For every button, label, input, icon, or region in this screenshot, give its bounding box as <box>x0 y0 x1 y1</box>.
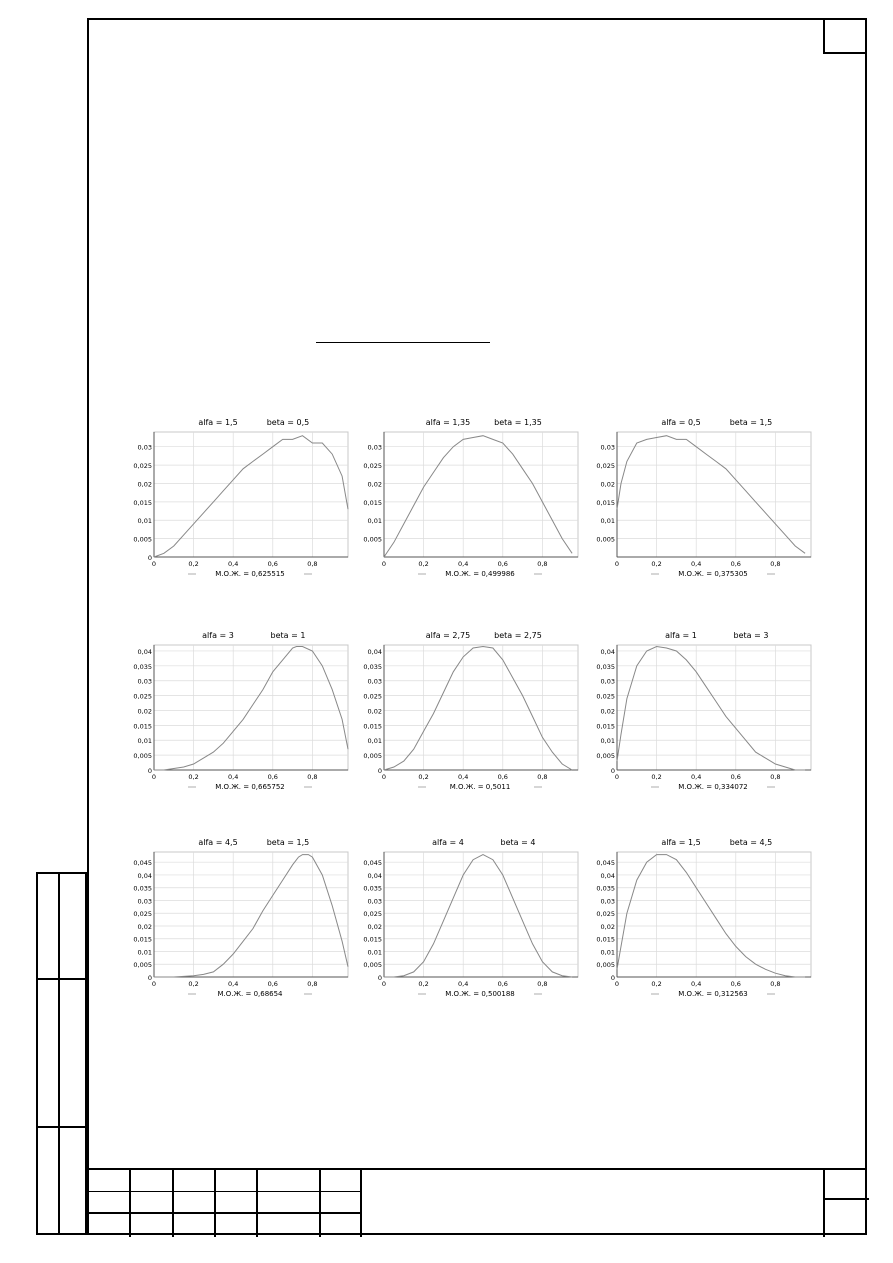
y-tick-label: 0,03 <box>137 443 152 452</box>
y-tick-label: 0,03 <box>137 677 152 686</box>
x-tick-label: 0 <box>151 773 157 781</box>
y-tick-label: 0,015 <box>363 498 382 507</box>
binding-strip-divider <box>58 872 60 1235</box>
x-tick-label: 0,2 <box>651 560 662 568</box>
x-tick-label: 0,2 <box>651 980 662 988</box>
y-tick-label: 0,03 <box>137 897 152 906</box>
binding-strip <box>36 872 87 1235</box>
chart-title-beta: beta = 1 <box>270 631 306 640</box>
y-tick-label: 0,025 <box>133 692 152 701</box>
y-tick-label: 0,025 <box>133 910 152 919</box>
y-tick-label: 0,005 <box>133 535 152 544</box>
y-tick-label: 0,025 <box>596 692 615 701</box>
x-tick-label: 0,8 <box>770 773 781 781</box>
y-tick-label: 0,01 <box>600 737 615 746</box>
legend-moz: М.О.Ж. = 0,5011 <box>449 783 511 791</box>
y-tick-label: 0,035 <box>133 884 152 893</box>
series-line <box>617 436 805 554</box>
x-tick-label: 0 <box>381 773 387 781</box>
plot-area <box>384 645 578 770</box>
x-tick-label: 0,2 <box>651 773 662 781</box>
plot-area <box>154 432 348 557</box>
x-tick-label: 0,8 <box>770 560 781 568</box>
y-tick-label: 0,015 <box>363 935 382 944</box>
y-tick-label: 0 <box>377 767 382 775</box>
y-tick-label: 0,035 <box>133 662 152 671</box>
x-tick-label: 0 <box>381 980 387 988</box>
x-tick-label: 0,8 <box>537 560 548 568</box>
x-tick-label: 0,4 <box>228 560 239 568</box>
y-tick-label: 0,005 <box>363 535 382 544</box>
x-tick-label: 0,4 <box>228 980 239 988</box>
legend-moz: М.О.Ж. = 0,375305 <box>678 570 748 578</box>
y-tick-label: 0,015 <box>133 722 152 731</box>
x-tick-label: 0 <box>151 980 157 988</box>
chart-6 <box>583 625 813 795</box>
y-tick-label: 0 <box>610 767 615 775</box>
series-line <box>617 647 805 771</box>
y-tick-label: 0,04 <box>137 647 152 656</box>
x-tick-label: 0 <box>151 560 157 568</box>
x-tick-label: 0 <box>381 560 387 568</box>
y-tick-label: 0,03 <box>367 677 382 686</box>
y-tick-label: 0,03 <box>367 443 382 452</box>
plot-area <box>384 432 578 557</box>
x-tick-label: 0,6 <box>497 560 508 568</box>
chart-title-alfa: alfa = 0,5 <box>661 418 701 427</box>
y-tick-label: 0,025 <box>133 462 152 471</box>
x-tick-label: 0 <box>614 560 620 568</box>
y-tick-label: 0,01 <box>600 948 615 957</box>
chart-title-alfa: alfa = 4 <box>432 838 464 847</box>
y-tick-label: 0,005 <box>596 752 615 761</box>
y-tick-label: 0,02 <box>367 922 382 931</box>
chart-1 <box>120 412 350 582</box>
y-tick-label: 0,02 <box>600 922 615 931</box>
plot-area <box>154 852 348 977</box>
x-tick-label: 0,4 <box>691 773 702 781</box>
y-tick-label: 0,03 <box>600 897 615 906</box>
corner-stamp-box <box>823 18 867 54</box>
title-block <box>87 1168 867 1235</box>
y-tick-label: 0,04 <box>600 871 615 880</box>
y-tick-label: 0,02 <box>367 707 382 716</box>
y-tick-label: 0,02 <box>137 922 152 931</box>
chart-8 <box>350 832 580 1002</box>
y-tick-label: 0,015 <box>596 935 615 944</box>
binding-strip-line-1 <box>36 978 87 980</box>
title-block-sheet-box <box>823 1170 867 1237</box>
x-tick-label: 0,6 <box>730 980 741 988</box>
y-tick-label: 0,02 <box>137 707 152 716</box>
x-tick-label: 0,6 <box>267 980 278 988</box>
x-tick-label: 0,4 <box>691 980 702 988</box>
x-tick-label: 0,6 <box>730 773 741 781</box>
y-tick-label: 0,025 <box>596 910 615 919</box>
y-tick-label: 0,035 <box>363 662 382 671</box>
legend-moz: М.О.Ж. = 0,665752 <box>215 783 285 791</box>
y-tick-label: 0,015 <box>133 935 152 944</box>
y-tick-label: 0,01 <box>137 948 152 957</box>
y-tick-label: 0,01 <box>137 517 152 526</box>
y-tick-label: 0 <box>147 974 152 982</box>
chart-title-beta: beta = 1,5 <box>729 418 773 427</box>
y-tick-label: 0,015 <box>596 722 615 731</box>
title-block-grid <box>87 1170 362 1237</box>
x-tick-label: 0,8 <box>307 773 318 781</box>
y-tick-label: 0,025 <box>363 462 382 471</box>
series-line <box>617 855 805 977</box>
x-tick-label: 0,4 <box>458 560 469 568</box>
x-tick-label: 0,2 <box>418 773 429 781</box>
series-line <box>154 855 348 977</box>
x-tick-label: 0,4 <box>458 980 469 988</box>
heading-underline <box>316 342 490 343</box>
chart-title-alfa: alfa = 1,5 <box>661 838 701 847</box>
y-tick-label: 0,02 <box>600 480 615 489</box>
x-tick-label: 0,6 <box>267 560 278 568</box>
y-tick-label: 0 <box>147 767 152 775</box>
y-tick-label: 0 <box>610 974 615 982</box>
y-tick-label: 0,03 <box>600 677 615 686</box>
y-tick-label: 0,005 <box>363 961 382 970</box>
y-tick-label: 0,02 <box>600 707 615 716</box>
y-tick-label: 0,005 <box>596 961 615 970</box>
y-tick-label: 0,04 <box>367 871 382 880</box>
x-tick-label: 0,8 <box>307 560 318 568</box>
x-tick-label: 0 <box>614 980 620 988</box>
y-tick-label: 0,04 <box>367 647 382 656</box>
y-tick-label: 0,03 <box>367 897 382 906</box>
chart-title-beta: beta = 1,35 <box>494 418 542 427</box>
y-tick-label: 0,03 <box>600 443 615 452</box>
x-tick-label: 0,4 <box>691 560 702 568</box>
y-tick-label: 0,035 <box>596 662 615 671</box>
chart-title-alfa: alfa = 1 <box>665 631 697 640</box>
plot-area <box>617 645 811 770</box>
x-tick-label: 0,6 <box>267 773 278 781</box>
y-tick-label: 0,005 <box>133 961 152 970</box>
chart-title-alfa: alfa = 4,5 <box>198 838 238 847</box>
x-tick-label: 0,4 <box>228 773 239 781</box>
y-tick-label: 0,02 <box>137 480 152 489</box>
y-tick-label: 0,005 <box>596 535 615 544</box>
y-tick-label: 0,02 <box>367 480 382 489</box>
x-tick-label: 0,6 <box>497 980 508 988</box>
plot-area <box>384 852 578 977</box>
y-tick-label: 0,01 <box>137 737 152 746</box>
y-tick-label: 0,025 <box>363 692 382 701</box>
chart-title-alfa: alfa = 1,35 <box>425 418 471 427</box>
y-tick-label: 0 <box>147 554 152 562</box>
y-tick-label: 0,04 <box>137 871 152 880</box>
binding-strip-line-2 <box>36 1126 87 1128</box>
y-tick-label: 0,045 <box>596 859 615 868</box>
series-line <box>384 647 572 771</box>
y-tick-label: 0,015 <box>363 722 382 731</box>
y-tick-label: 0,01 <box>367 948 382 957</box>
chart-3 <box>583 412 813 582</box>
series-line <box>384 855 572 977</box>
chart-4 <box>120 625 350 795</box>
chart-title-beta: beta = 1,5 <box>266 838 310 847</box>
y-tick-label: 0,015 <box>133 498 152 507</box>
x-tick-label: 0,2 <box>188 773 199 781</box>
x-tick-label: 0,6 <box>497 773 508 781</box>
y-tick-label: 0,045 <box>363 859 382 868</box>
chart-title-beta: beta = 4,5 <box>729 838 773 847</box>
y-tick-label: 0,04 <box>600 647 615 656</box>
y-tick-label: 0,005 <box>363 752 382 761</box>
chart-2 <box>350 412 580 582</box>
x-tick-label: 0,2 <box>418 560 429 568</box>
x-tick-label: 0,2 <box>188 560 199 568</box>
x-tick-label: 0,4 <box>458 773 469 781</box>
y-tick-label: 0,015 <box>596 498 615 507</box>
y-tick-label: 0,045 <box>133 859 152 868</box>
series-line <box>154 647 348 771</box>
chart-title-beta: beta = 2,75 <box>494 631 542 640</box>
x-tick-label: 0,2 <box>418 980 429 988</box>
y-tick-label: 0,005 <box>133 752 152 761</box>
y-tick-label: 0,01 <box>367 517 382 526</box>
y-tick-label: 0,01 <box>367 737 382 746</box>
chart-title-beta: beta = 3 <box>733 631 769 640</box>
y-tick-label: 0,025 <box>363 910 382 919</box>
x-tick-label: 0,8 <box>537 980 548 988</box>
chart-9 <box>583 832 813 1002</box>
chart-7 <box>120 832 350 1002</box>
chart-title-beta: beta = 4 <box>500 838 536 847</box>
y-tick-label: 0,01 <box>600 517 615 526</box>
y-tick-label: 0,035 <box>363 884 382 893</box>
chart-title-alfa: alfa = 3 <box>202 631 234 640</box>
chart-title-beta: beta = 0,5 <box>266 418 310 427</box>
x-tick-label: 0,8 <box>537 773 548 781</box>
legend-moz: М.О.Ж. = 0,625515 <box>215 570 285 578</box>
plot-area <box>617 432 811 557</box>
legend-moz: М.О.Ж. = 0,499986 <box>445 570 515 578</box>
legend-moz: М.О.Ж. = 0,334072 <box>678 783 748 791</box>
legend-moz: М.О.Ж. = 0,312563 <box>678 990 748 998</box>
y-tick-label: 0,035 <box>596 884 615 893</box>
legend-moz: М.О.Ж. = 0,68654 <box>217 990 283 998</box>
chart-5 <box>350 625 580 795</box>
x-tick-label: 0,6 <box>730 560 741 568</box>
x-tick-label: 0,2 <box>188 980 199 988</box>
legend-moz: М.О.Ж. = 0,500188 <box>445 990 515 998</box>
x-tick-label: 0,8 <box>770 980 781 988</box>
y-tick-label: 0 <box>377 974 382 982</box>
x-tick-label: 0 <box>614 773 620 781</box>
y-tick-label: 0,025 <box>596 462 615 471</box>
chart-title-alfa: alfa = 2,75 <box>425 631 471 640</box>
x-tick-label: 0,8 <box>307 980 318 988</box>
chart-title-alfa: alfa = 1,5 <box>198 418 238 427</box>
